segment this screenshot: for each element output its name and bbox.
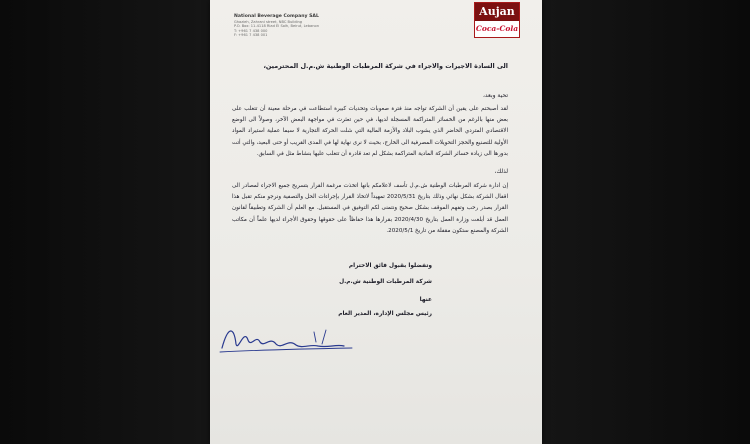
letter-signatory-title: رئيس مجلس الإدارة، المدير العام [338, 311, 432, 317]
letter-closing-regards: وتفضلوا بقبول فائق الاحترام [348, 263, 432, 269]
company-address-line: Ghazieh, Zahrani street, NBC Building [234, 19, 303, 24]
handwritten-signature [218, 318, 356, 360]
letter-closing-on-behalf: عنها [419, 297, 432, 303]
letter-addressee: الى السادة الاجيرات والاجراء في شركة المرطبات الوطنية ش.م.ل المحترمين، [263, 62, 508, 70]
company-address-line: P.O. Box: 11-4118 Riad El Solh, Beirut, Lebanon [234, 24, 319, 29]
letter-closing-company: شركة المرطبات الوطنية ش.م.ل [339, 279, 432, 285]
letter-greeting: تحية وبعد، [482, 92, 508, 99]
letter-page [210, 0, 542, 444]
company-fax-line: F: +961 7 438 001 [234, 33, 268, 38]
letter-paragraph-1: لقد أصبحتم على يقين أن الشركة تواجه منذ فترة صعوبات وتحديات كبيرة استطاعت في مرحلة معينة أن تتغلب على بعض منها بالرغم من الخسائر المتراكمة المسجلة لديها، في حين تعثرت في مواجهة البعض الآخر، وصولاً الى الوضع الاقتصادي المتردي الحاضر الذي يشوب البلاد والأزمة المالية التي شلت الحركة التجارية لا سيما عملية استيراد المواد الأولية للتصنيع والحجز التحويلات المصرفية الى الخارج، بحيث لا نرى نهاية لها في المدى القريب أو حتى البعيد، والتي أتت بدورها الى زيادة خسائر الشركة المادية المتراكمة بشكل لم تعد قادرة أن تتغلب عليها بنشاط مثل في السابق. [232, 106, 508, 157]
letter-paragraph-2: إن ادارة شركة المرطبات الوطنية ش.م.ل تأسف لاعلامكم بانها اتخذت مرغمة القرار بتسريح جميع الاجراء لمصادر الى اقفال الشركة بشكل نهائي وذلك بتاريخ 2020/5/31 تمهيداً لاتخاذ القرار بإجراءات الحل والتصفية ونرجو منكم تقبل هذا القرار بصدر رحب وتفهم الموقف بشكل صحيح ونتمنى لكم التوفيق في المستقبل. مع العلم أن الشركة وتطبيقاً لقانون العمل قد أبلغت وزارة العمل بتاريخ 2020/4/30 بقرارها هذا حفاظاً على حقوقها وحقوق الأجراء لديها علماً أن مكاتب الشركة والمصنع ستكون مقفلة من تاريخ 2020/5/1. [232, 183, 508, 234]
letterhead-company-block [234, 14, 344, 38]
letter-therefore: لذلك، [494, 169, 508, 175]
company-phone-line: T: +961 7 438 000 [234, 28, 268, 33]
aujan-logo-text: Aujan [475, 3, 519, 21]
company-name: National Beverage Company SAL [234, 14, 319, 19]
aujan-cocacola-logo [474, 2, 520, 38]
cocacola-logo-text: Coca-Cola [475, 24, 519, 33]
